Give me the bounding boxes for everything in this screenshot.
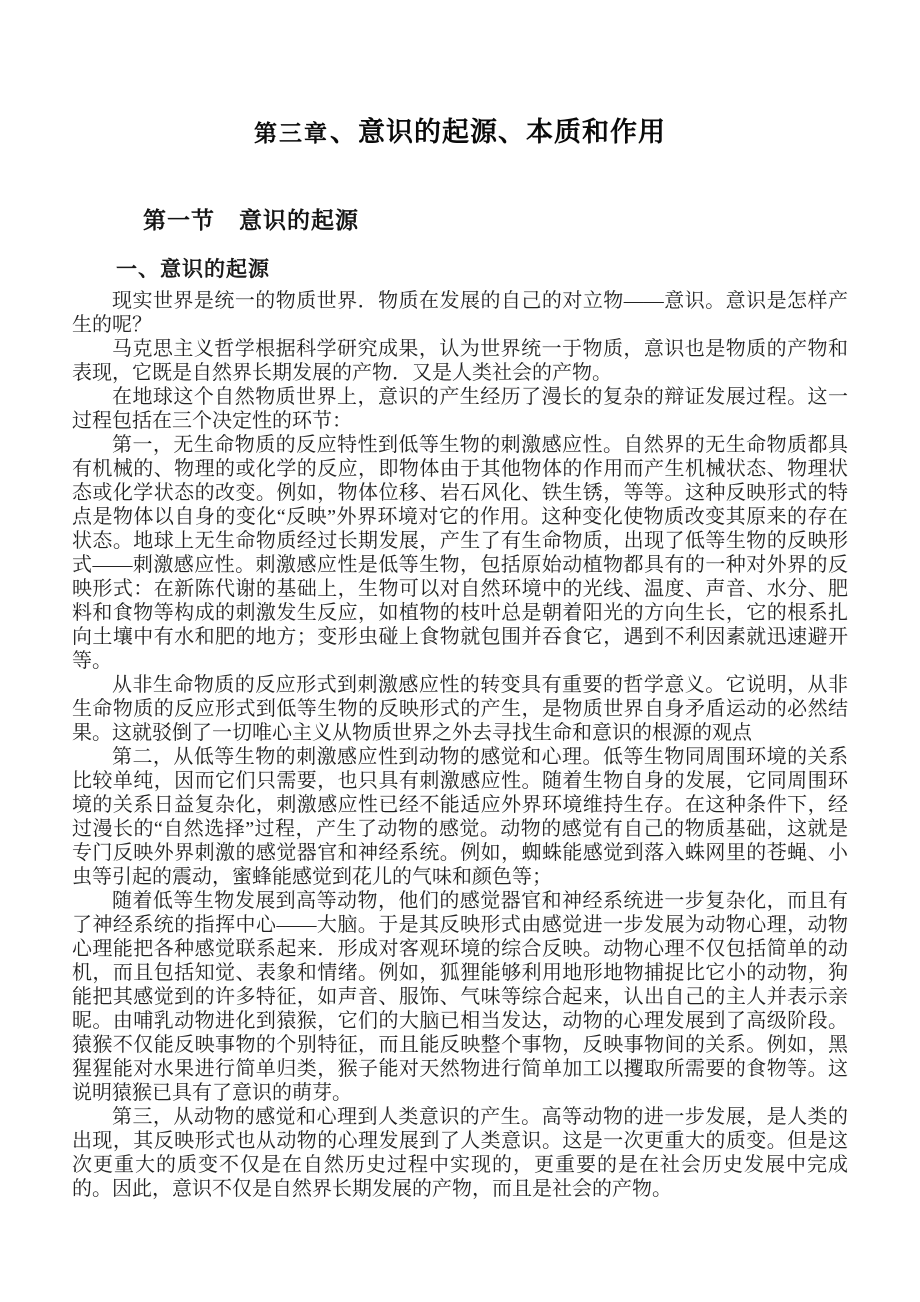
paragraph-intro: 现实世界是统一的物质世界．物质在发展的自己的对立物——意识。意识是怎样产生的呢？: [72, 290, 848, 336]
paragraph-marxism: 马克思主义哲学根据科学研究成果，认为世界统一于物质，意识也是物质的产物和表现，它既是自然界长期发展的产物．又是人类社会的产物。: [72, 338, 848, 384]
section-heading: 第一节 意识的起源: [143, 207, 359, 233]
paragraph-stage-one: 第一，无生命物质的反应特性到低等生物的刺激感应性。自然界的无生命物质都具有机械的、物理的或化学的反应，即物体由于其他物体的作用而产生机械状态、物理状态或化学状态的改变。例如，物体位移、岩石风化、铁生锈，等等。这种反映形式的特点是物体以自身的变化“反映”外界环境对它的作用。这种变化使物质改变其原来的存在状态。地球上无生命物质经过长期发展，产生了有生命物质，出现了低等生物的反映形式——刺激感应性。刺激感应性是低等生物，包括原始动植物都具有的一种对外界的反映形式：在新陈代谢的基础上，生物可以对自然环境中的光线、温度、声音、水分、肥料和食物等构成的刺激发生反应，如植物的枝叶总是朝着阳光的方向生长，它的根系扎向土壤中有水和肥的地方；变形虫碰上食物就包围并吞食它，遇到不利因素就迅速避开等。: [72, 434, 848, 672]
document-body: [72, 289, 848, 1201]
chapter-title: [0, 0, 920, 150]
paragraph-stage-three: 第三，从动物的感觉和心理到人类意识的产生。高等动物的进一步发展，是人类的出现，其反映形式也从动物的心理发展到了人类意识。这是一次更重大的质变。但是这次更重大的质变不仅是在自然历史过程中实现的，更重要的是在社会历史发展中完成的。因此，意识不仅是自然界长期发展的产物，而且是社会的产物。: [72, 1106, 848, 1200]
paragraph-three-stages: 在地球这个自然物质世界上，意识的产生经历了漫长的复杂的辩证发展过程。这一过程包括在三个决定性的环节：: [72, 386, 848, 432]
chapter-number: 第三章: [254, 121, 329, 146]
subsection-heading: 一、意识的起源: [116, 258, 270, 281]
chapter-title-text: 、意识的起源、本质和作用: [330, 117, 666, 147]
paragraph-higher-animals: 随着低等生物发展到高等动物，他们的感觉器官和神经系统进一步复杂化，而且有了神经系统的指挥中心——大脑。于是其反映形式由感觉进一步发展为动物心理，动物心理能把各种感觉联系起来．形成对客观环境的综合反映。动物心理不仅包括简单的动机，而且包括知觉、表象和情绪。例如，狐狸能够利用地形地物捕捉比它小的动物，狗能把其感觉到的许多特征，如声音、服饰、气味等综合起来，认出自己的主人并表示亲昵。由哺乳动物进化到猿猴，它们的大脑已相当发达，动物的心理发展到了高级阶段。猿猴不仅能反映事物的个别特征，而且能反映整个事物，反映事物间的关系。例如，黑猩猩能对水果进行简单归类，猴子能对天然物进行简单加工以攫取所需要的食物等。这说明猿猴已具有了意识的萌芽。: [72, 890, 848, 1104]
paragraph-philosophical-meaning: 从非生命物质的反应形式到刺激感应性的转变具有重要的哲学意义。它说明，从非生命物质的反应形式到低等生物的反映形式的产生，是物质世界自身矛盾运动的必然结果。这就驳倒了一切唯心主义从物质世界之外去寻找生命和意识的根源的观点: [72, 674, 848, 744]
paragraph-stage-two: 第二，从低等生物的刺激感应性到动物的感觉和心理。低等生物同周围环境的关系比较单纯，因而它们只需要，也只具有刺激感应性。随着生物自身的发展，它同周围环境的关系日益复杂化，刺激感应性已经不能适应外界环境维持生存。在这种条件下，经过漫长的“自然选择”过程，产生了动物的感觉。动物的感觉有自己的物质基础，这就是专门反映外界刺激的感觉器官和神经系统。例如，蜘蛛能感觉到落入蛛网里的苍蝇、小虫等引起的震动，蜜蜂能感觉到花儿的气味和颜色等；: [72, 746, 848, 888]
